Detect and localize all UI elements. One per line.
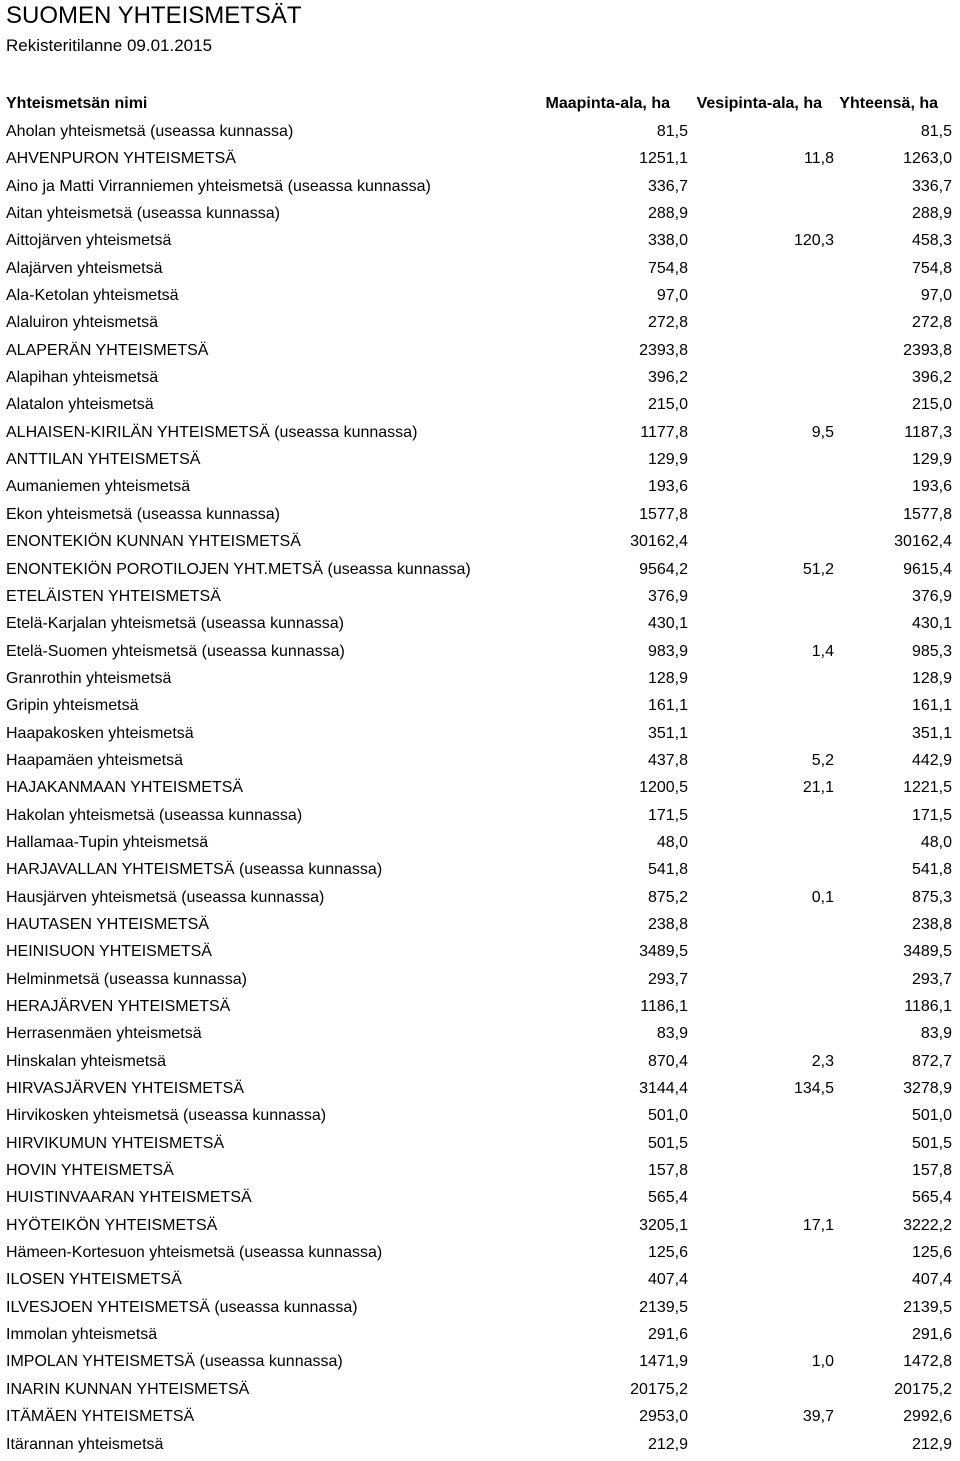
row-total-area: 985,3 [911, 642, 952, 660]
row-land-area: 983,9 [647, 642, 688, 660]
row-name: Etelä-Karjalan yhteismetsä (useassa kunnassa) [6, 615, 344, 633]
table-row [0, 583, 960, 610]
table-row [0, 1239, 960, 1266]
table-row [0, 473, 960, 500]
row-total-area: 20175,2 [894, 1380, 952, 1398]
row-name: HERAJÄRVEN YHTEISMETSÄ [6, 998, 231, 1015]
row-land-area: 430,1 [647, 615, 688, 633]
row-total-area: 1186,1 [904, 998, 952, 1015]
row-land-area: 3489,5 [639, 943, 688, 961]
row-total-area: 2139,5 [903, 1298, 952, 1316]
table-row [0, 1431, 960, 1458]
row-total-area: 442,9 [911, 751, 952, 769]
row-land-area: 9564,2 [639, 560, 688, 578]
row-total-area: 9615,4 [903, 560, 952, 578]
row-total-area: 193,6 [911, 478, 952, 496]
row-water-area: 21,1 [802, 779, 834, 797]
row-name: Alaluiron yhteismetsä [6, 314, 159, 332]
row-land-area: 565,4 [647, 1189, 688, 1207]
table-row [0, 1020, 960, 1047]
row-water-area: 51,2 [802, 560, 834, 578]
table-row [0, 774, 960, 801]
row-name: Ekon yhteismetsä (useassa kunnassa) [6, 505, 280, 523]
row-name: Hinskalan yhteismetsä [6, 1052, 167, 1070]
table-row [0, 665, 960, 692]
row-name: HAUTASEN YHTEISMETSÄ [6, 915, 209, 933]
row-land-area: 437,8 [647, 751, 688, 769]
row-total-area: 1577,8 [903, 505, 952, 523]
row-name: ALAPERÄN YHTEISMETSÄ [6, 341, 209, 359]
row-name: Immolan yhteismetsä [6, 1326, 158, 1344]
row-name: ILVESJOEN YHTEISMETSÄ (useassa kunnassa) [6, 1298, 358, 1316]
page-title: SUOMEN YHTEISMETSÄT [6, 2, 302, 29]
table-row [0, 720, 960, 747]
row-total-area: 171,5 [911, 806, 952, 824]
table-row [0, 1157, 960, 1184]
table-row [0, 528, 960, 555]
table-header [0, 92, 960, 116]
table-row [0, 200, 960, 227]
row-name: Alatalon yhteismetsä [6, 396, 154, 414]
row-total-area: 3489,5 [903, 943, 952, 961]
row-land-area: 81,5 [656, 123, 688, 140]
row-name: Hakolan yhteismetsä (useassa kunnassa) [6, 806, 303, 824]
table-row [0, 993, 960, 1020]
row-total-area: 212,9 [911, 1435, 952, 1453]
row-total-area: 754,8 [911, 259, 952, 277]
row-water-area: 0,1 [811, 888, 834, 906]
table-row [0, 1348, 960, 1375]
row-name: HIRVIKUMUN YHTEISMETSÄ [6, 1134, 225, 1152]
row-water-area: 39,7 [802, 1408, 834, 1426]
row-land-area: 128,9 [647, 669, 688, 687]
row-total-area: 351,1 [911, 724, 952, 742]
row-land-area: 20175,2 [630, 1380, 688, 1398]
row-name: Hämeen-Kortesuon yhteismetsä (useassa kunnassa) [6, 1244, 383, 1262]
row-land-area: 870,4 [647, 1052, 688, 1070]
row-name: Itärannan yhteismetsä [6, 1435, 164, 1453]
row-land-area: 193,6 [647, 478, 688, 496]
row-name: Hallamaa-Tupin yhteismetsä [6, 833, 209, 851]
row-land-area: 293,7 [647, 970, 688, 988]
table-row [0, 282, 960, 309]
table-row [0, 638, 960, 665]
row-total-area: 291,6 [911, 1326, 952, 1344]
row-land-area: 407,4 [647, 1271, 688, 1289]
row-name: HIRVASJÄRVEN YHTEISMETSÄ [6, 1080, 244, 1098]
row-name: Haapamäen yhteismetsä [6, 751, 183, 769]
table-row [0, 1130, 960, 1157]
row-name: Hausjärven yhteismetsä (useassa kunnassa) [6, 888, 325, 906]
row-total-area: 215,0 [911, 396, 952, 414]
row-name: HEINISUON YHTEISMETSÄ [6, 943, 212, 961]
row-total-area: 541,8 [911, 861, 952, 879]
table-row [0, 391, 960, 418]
row-name: HARJAVALLAN YHTEISMETSÄ (useassa kunnassa) [6, 861, 383, 879]
row-land-area: 2139,5 [639, 1298, 688, 1316]
row-land-area: 48,0 [656, 833, 688, 851]
row-total-area: 458,3 [911, 232, 952, 250]
row-land-area: 171,5 [647, 806, 688, 824]
row-land-area: 3205,1 [639, 1216, 688, 1234]
row-land-area: 1200,5 [639, 779, 688, 797]
row-land-area: 215,0 [647, 396, 688, 414]
forest-table-body [0, 118, 960, 1458]
row-name: ANTTILAN YHTEISMETSÄ [6, 451, 201, 469]
table-row [0, 938, 960, 965]
row-land-area: 541,8 [647, 861, 688, 879]
row-total-area: 272,8 [911, 314, 952, 332]
row-total-area: 157,8 [911, 1162, 952, 1180]
row-name: ALHAISEN-KIRILÄN YHTEISMETSÄ (useassa kunnassa) [6, 423, 418, 441]
row-water-area: 1,4 [811, 642, 834, 660]
table-row [0, 911, 960, 938]
row-total-area: 288,9 [911, 205, 952, 223]
row-name: Aumaniemen yhteismetsä [6, 478, 191, 496]
row-total-area: 2393,8 [903, 341, 952, 359]
row-water-area: 5,2 [811, 751, 834, 769]
table-row [0, 1075, 960, 1102]
row-total-area: 129,9 [911, 451, 952, 469]
row-name: ILOSEN YHTEISMETSÄ [6, 1271, 182, 1289]
row-water-area: 17,1 [802, 1216, 834, 1234]
table-row [0, 1376, 960, 1403]
table-row [0, 856, 960, 883]
table-row [0, 966, 960, 993]
row-name: Helminmetsä (useassa kunnassa) [6, 970, 247, 988]
row-name: HUISTINVAARAN YHTEISMETSÄ [6, 1189, 252, 1207]
row-total-area: 293,7 [911, 970, 952, 988]
row-land-area: 161,1 [647, 697, 688, 715]
row-total-area: 238,8 [911, 915, 952, 933]
row-land-area: 501,0 [647, 1107, 688, 1125]
table-row [0, 227, 960, 254]
row-water-area: 11,8 [804, 150, 834, 168]
row-total-area: 125,6 [911, 1244, 952, 1262]
row-total-area: 3222,2 [903, 1216, 952, 1234]
row-total-area: 83,9 [920, 1025, 952, 1043]
row-name: Herrasenmäen yhteismetsä [6, 1025, 202, 1043]
table-row [0, 419, 960, 446]
row-land-area: 157,8 [647, 1162, 688, 1180]
table-row [0, 337, 960, 364]
row-total-area: 501,0 [911, 1107, 952, 1125]
table-row [0, 364, 960, 391]
row-total-area: 565,4 [911, 1189, 952, 1207]
page-subtitle: Rekisteritilanne 09.01.2015 [6, 36, 213, 55]
row-water-area: 9,5 [811, 423, 834, 441]
row-name: Gripin yhteismetsä [6, 697, 139, 715]
row-total-area: 128,9 [911, 669, 952, 687]
table-row [0, 1102, 960, 1129]
table-row [0, 501, 960, 528]
row-land-area: 1471,9 [639, 1353, 688, 1371]
row-name: HYÖTEIKÖN YHTEISMETSÄ [6, 1216, 218, 1234]
row-land-area: 291,6 [647, 1326, 688, 1344]
row-name: Hirvikosken yhteismetsä (useassa kunnassa) [6, 1107, 327, 1125]
row-water-area: 1,0 [811, 1353, 834, 1371]
row-name: Granrothin yhteismetsä [6, 669, 172, 687]
row-water-area: 120,3 [793, 232, 834, 250]
row-total-area: 1187,3 [904, 423, 952, 441]
table-row [0, 610, 960, 637]
row-land-area: 754,8 [647, 259, 688, 277]
table-row [0, 1266, 960, 1293]
row-land-area: 396,2 [647, 369, 688, 387]
row-land-area: 1177,8 [640, 423, 688, 441]
row-name: Aino ja Matti Virranniemen yhteismetsä (useassa kunnassa) [6, 177, 431, 195]
row-total-area: 407,4 [911, 1271, 952, 1289]
table-row [0, 556, 960, 583]
table-row [0, 145, 960, 172]
row-water-area: 134,5 [793, 1080, 834, 1098]
row-name: IMPOLAN YHTEISMETSÄ (useassa kunnassa) [6, 1353, 343, 1371]
row-name: ITÄMÄEN YHTEISMETSÄ [6, 1408, 195, 1426]
row-name: Aittojärven yhteismetsä [6, 232, 172, 250]
table-row [0, 309, 960, 336]
table-row [0, 118, 960, 145]
table-row [0, 829, 960, 856]
row-total-area: 1472,8 [903, 1353, 952, 1371]
row-land-area: 129,9 [647, 451, 688, 469]
row-name: Etelä-Suomen yhteismetsä (useassa kunnassa) [6, 642, 345, 660]
row-name: ENONTEKIÖN POROTILOJEN YHT.METSÄ (useassa kunnassa) [6, 560, 471, 578]
row-name: Aitan yhteismetsä (useassa kunnassa) [6, 205, 280, 223]
row-land-area: 376,9 [647, 587, 688, 605]
row-total-area: 2992,6 [903, 1408, 952, 1426]
row-total-area: 97,0 [920, 287, 952, 305]
column-header-name: Yhteismetsän nimi [6, 95, 148, 112]
table-row [0, 1294, 960, 1321]
row-land-area: 875,2 [647, 888, 688, 906]
table-row [0, 802, 960, 829]
row-land-area: 351,1 [647, 724, 688, 742]
row-land-area: 272,8 [647, 314, 688, 332]
row-name: ETELÄISTEN YHTEISMETSÄ [6, 587, 221, 605]
row-total-area: 48,0 [920, 833, 952, 851]
row-name: Haapakosken yhteismetsä [6, 724, 194, 742]
row-total-area: 161,1 [911, 697, 952, 715]
row-land-area: 501,5 [647, 1134, 688, 1152]
column-header-total-area: Yhteensä, ha [839, 95, 938, 112]
table-row [0, 1048, 960, 1075]
row-name: ENONTEKIÖN KUNNAN YHTEISMETSÄ [6, 533, 301, 551]
row-name: Aholan yhteismetsä (useassa kunnassa) [6, 123, 294, 140]
table-row [0, 692, 960, 719]
row-land-area: 83,9 [656, 1025, 688, 1043]
row-name: Ala-Ketolan yhteismetsä [6, 287, 179, 305]
row-total-area: 81,5 [920, 123, 952, 140]
row-total-area: 30162,4 [894, 533, 952, 551]
row-land-area: 30162,4 [630, 533, 688, 551]
row-total-area: 501,5 [911, 1134, 952, 1152]
column-header-land-area: Maapinta-ala, ha [545, 95, 670, 112]
row-total-area: 3278,9 [903, 1080, 952, 1098]
row-total-area: 1221,5 [903, 779, 952, 797]
table-row [0, 747, 960, 774]
row-total-area: 376,9 [911, 587, 952, 605]
row-land-area: 125,6 [647, 1244, 688, 1262]
table-row [0, 884, 960, 911]
row-total-area: 336,7 [911, 177, 952, 195]
row-land-area: 288,9 [647, 205, 688, 223]
row-name: HAJAKANMAAN YHTEISMETSÄ [6, 779, 244, 797]
row-land-area: 3144,4 [639, 1080, 688, 1098]
table-row [0, 1212, 960, 1239]
row-land-area: 338,0 [647, 232, 688, 250]
table-row [0, 446, 960, 473]
row-total-area: 872,7 [911, 1052, 952, 1070]
row-name: INARIN KUNNAN YHTEISMETSÄ [6, 1380, 250, 1398]
row-land-area: 336,7 [647, 177, 688, 195]
row-water-area: 2,3 [811, 1052, 834, 1070]
table-row [0, 1184, 960, 1211]
row-land-area: 2953,0 [639, 1408, 688, 1426]
row-land-area: 2393,8 [639, 341, 688, 359]
row-land-area: 1577,8 [639, 505, 688, 523]
table-row [0, 1403, 960, 1430]
row-land-area: 97,0 [656, 287, 688, 305]
row-total-area: 396,2 [911, 369, 952, 387]
table-row [0, 173, 960, 200]
row-land-area: 238,8 [647, 915, 688, 933]
row-land-area: 212,9 [647, 1435, 688, 1453]
row-land-area: 1186,1 [640, 998, 688, 1015]
row-total-area: 875,3 [911, 888, 952, 906]
row-total-area: 1263,0 [903, 150, 952, 168]
row-name: AHVENPURON YHTEISMETSÄ [6, 150, 236, 168]
row-name: Alapihan yhteismetsä [6, 369, 159, 387]
row-name: HOVIN YHTEISMETSÄ [6, 1162, 174, 1180]
row-name: Alajärven yhteismetsä [6, 259, 163, 277]
row-land-area: 1251,1 [639, 150, 688, 168]
table-row [0, 1321, 960, 1348]
column-header-water-area: Vesipinta-ala, ha [696, 95, 822, 112]
row-total-area: 430,1 [911, 615, 952, 633]
table-row [0, 255, 960, 282]
